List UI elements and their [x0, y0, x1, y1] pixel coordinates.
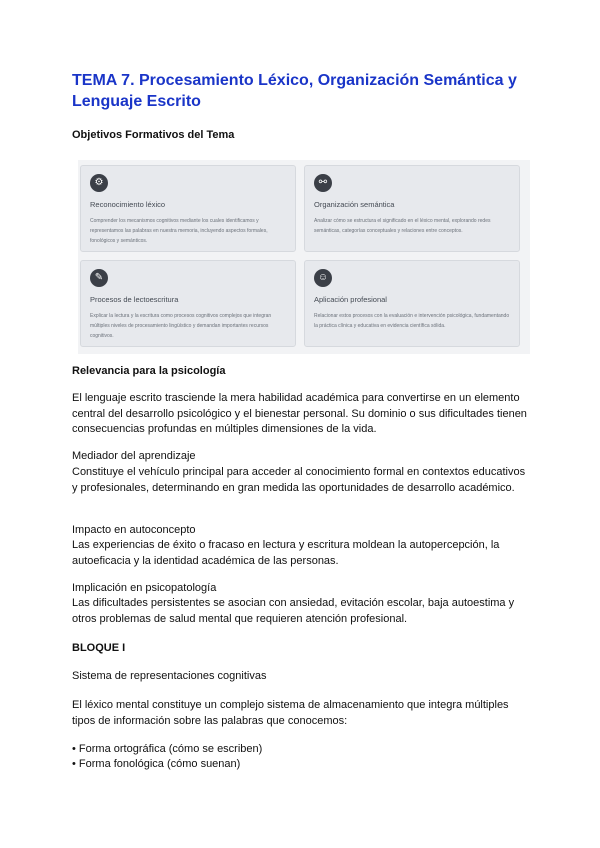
card-organizacion-semantica: [304, 165, 520, 252]
book-icon: ✎: [90, 269, 108, 287]
document-title: TEMA 7. Procesamiento Léxico, Organización Semántica y Lenguaje Escrito: [72, 72, 517, 110]
card-description: Relacionar estos procesos con la evaluación e intervención psicológica, fundamentando la práctica clínica y educativa en evidencia científica sólida.: [314, 313, 510, 329]
point-title-psicopatologia: Implicación en psicopatología: [72, 582, 217, 594]
card-title: Procesos de lectoescritura: [90, 295, 179, 304]
card-title: Organización semántica: [314, 200, 395, 209]
objectives-heading: Objetivos Formativos del Tema: [72, 129, 235, 141]
card-description: Comprender los mecanismos cognitivos mediante los cuales identificamos y representamos las palabras en nuestra memoria, incluyendo aspectos formales, fonológicos y semánticos.: [90, 218, 268, 244]
point-text-psicopatologia: Las dificultades persistentes se asocian con ansiedad, evitación escolar, baja autoestima y otros problemas de salud mental que requieren atención profesional.: [72, 597, 515, 625]
card-description: Analizar cómo se estructura el significado en el léxico mental, explorando redes semánticas, categorías conceptuales y relaciones entre conceptos.: [314, 218, 491, 234]
list-item: • Forma ortográfica (cómo se escriben): [72, 743, 263, 755]
card-title: Aplicación profesional: [314, 295, 387, 304]
card-procesos-lectoescritura: [80, 260, 296, 347]
block-intro: El léxico mental constituye un complejo sistema de almacenamiento que integra múltiples tipos de información sobre las palabras que conocemos:: [72, 699, 509, 727]
list-item: • Forma fonológica (cómo suenan): [72, 758, 241, 770]
card-title: Reconocimiento léxico: [90, 200, 166, 209]
card-aplicacion-profesional: [304, 260, 520, 347]
card-reconocimiento-lexico: [80, 165, 296, 252]
relevance-intro: El lenguaje escrito trasciende la mera habilidad académica para convertirse en un elemento central del desarrollo psicológico y el bienestar personal. Su dominio o sus dificultades tienen consecuencias profundas en múltiples dimensiones de la vida.: [72, 392, 527, 435]
point-title-autoconcepto: Impacto en autoconcepto: [72, 524, 196, 536]
point-text-autoconcepto: Las experiencias de éxito o fracaso en lectura y escritura moldean la autopercepción, la autoeficacia y la identidad académica de las personas.: [72, 539, 500, 567]
objectives-cards-panel: [78, 160, 530, 354]
relevance-heading: Relevancia para la psicología: [72, 365, 226, 377]
network-icon: ⚯: [314, 174, 332, 192]
card-description: Explicar la lectura y la escritura como procesos cognitivos complejos que integran múltiples niveles de procesamiento lingüístico y demandan importantes recursos cognitivos.: [90, 313, 272, 339]
point-text-mediador: Constituye el vehículo principal para acceder al conocimiento formal en contextos educativos y profesionales, determinando en gran medida las oportunidades de desarrollo académico.: [72, 466, 526, 494]
block-heading: BLOQUE I: [72, 642, 126, 654]
block-subtitle: Sistema de representaciones cognitivas: [72, 670, 267, 682]
point-title-mediador: Mediador del aprendizaje: [72, 450, 196, 462]
brain-icon: ☺: [314, 269, 332, 287]
gear-icon: ⚙: [90, 174, 108, 192]
